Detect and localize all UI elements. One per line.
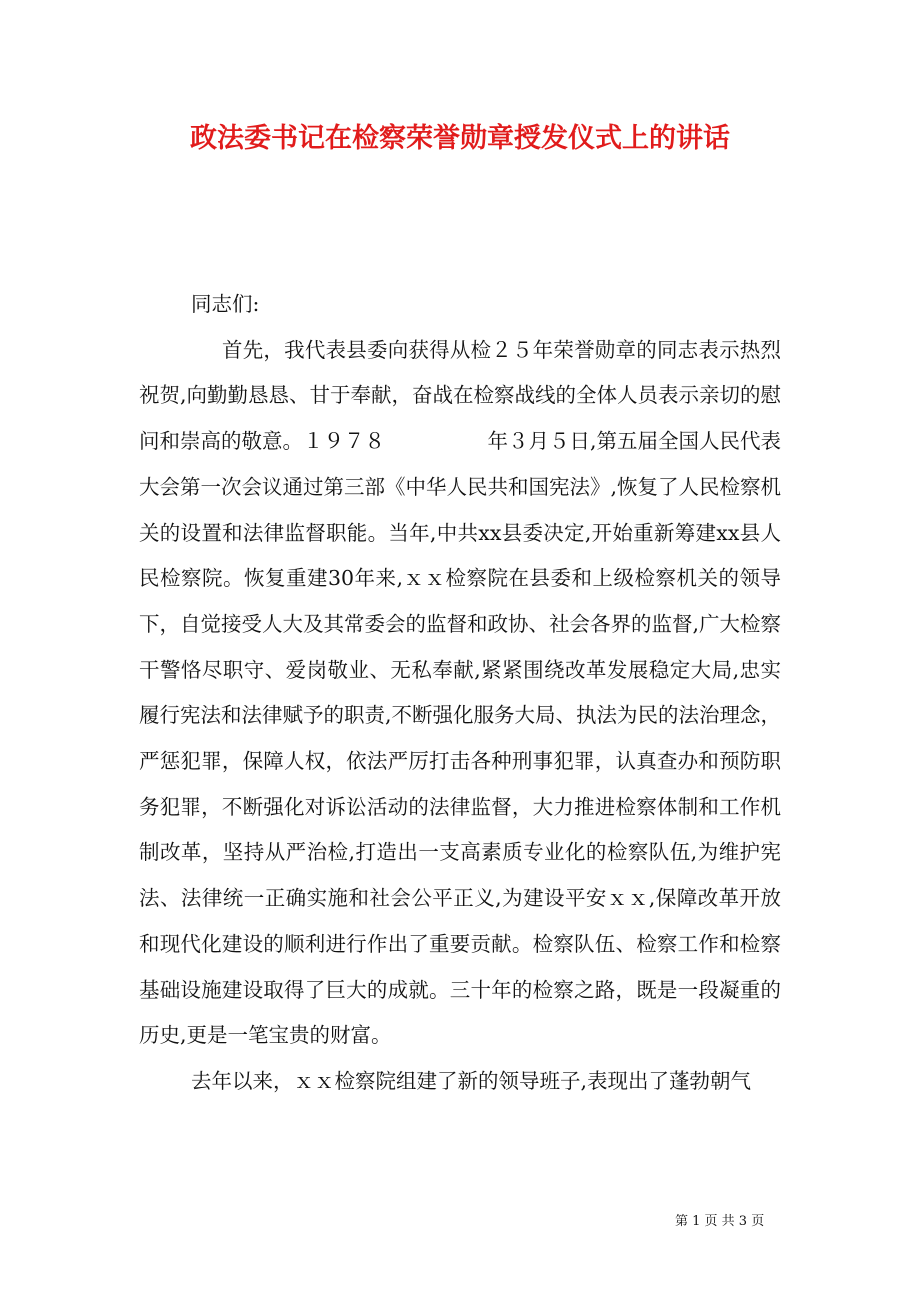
page-number-footer: 第 1 页 共 3 页	[675, 1214, 765, 1229]
document-title: 政法委书记在检察荣誉勋章授发仪式上的讲话	[190, 123, 730, 154]
document-body	[139, 282, 781, 1105]
greeting: 同志们:	[191, 292, 260, 316]
paragraph-1: 首先，我代表县委向获得从检２５年荣誉勋章的同志表示热烈祝贺,向勤勤恳恳、甘于奉献，奋战在检察战线的全体人员表示亲切的慰问和崇高的敬意。１９７８ 年３月５日,第五届全国人民代表大会第一次会议通过第三部《中华人民共和国宪法》,恢复了人民检察机关的设置和法律监督职能。当年,中共xx县委决定,开始重新筹建xx县人民检察院。恢复重建30年来,ｘｘ检察院在县委和上级检察机关的领导下，自觉接受人大及其常委会的监督和政协、社会各界的监督,广大检察干警恪尽职守、爱岗敬业、无私奉献,紧紧围绕改革发展稳定大局,忠实履行宪法和法律赋予的职责,不断强化服务大局、执法为民的法治理念，严惩犯罪，保障人权，依法严厉打击各种刑事犯罪，认真查办和预防职务犯罪，不断强化对诉讼活动的法律监督，大力推进检察体制和工作机制改革，坚持从严治检,打造出一支高素质专业化的检察队伍,为维护宪法、法律统一正确实施和社会公平正义,为建设平安ｘｘ,保障改革开放和现代化建设的顺利进行作出了重要贡献。检察队伍、检察工作和检察基础设施建设取得了巨大的成就。三十年的检察之路，既是一段凝重的历史,更是一笔宝贵的财富。	[139, 337, 782, 1048]
paragraph-2: 去年以来，ｘｘ检察院组建了新的领导班子,表现出了蓬勃朝气	[191, 1068, 752, 1093]
